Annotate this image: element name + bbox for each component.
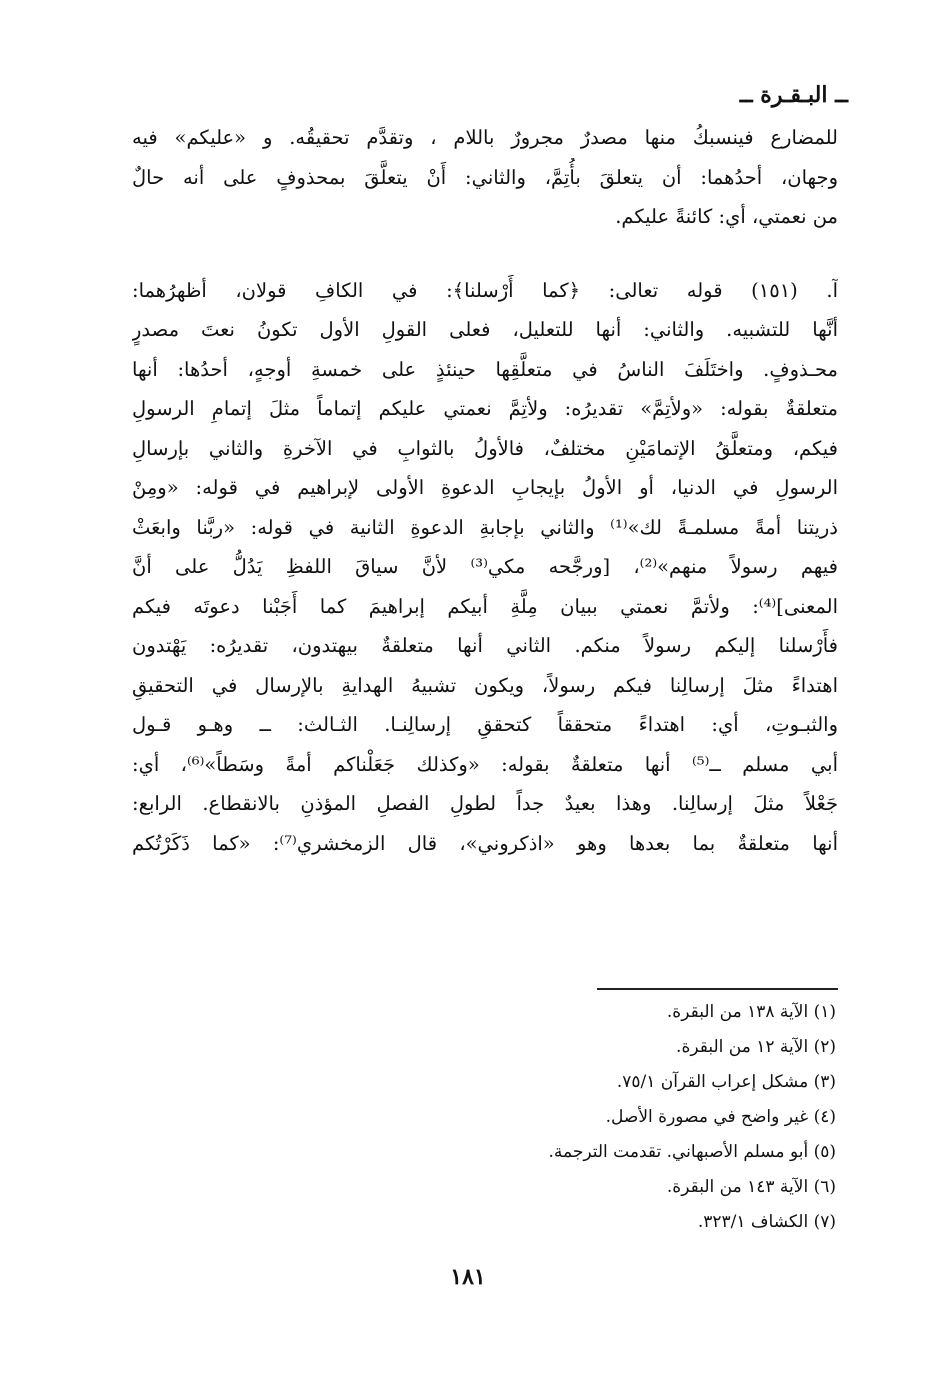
main-text: [132, 118, 838, 863]
text-line: متعلقةٌ بقوله: «ولأتِمَّ» تقديرُه: ولأتِمَّ نعمتي عليكم إتماماً مثلَ إتمامِ الرسولِ: [132, 397, 838, 420]
text-line: الرسولِ في الدنيا، أو الأولُ بإيجابِ الدعوةِ الأولى لإبراهيم في قوله: «ومِنْ: [132, 476, 838, 499]
footnote-item: (٦) الآية ١٤٣ من البقرة.: [666, 1177, 836, 1197]
text-line: أنها متعلقةٌ بما بعدها وهو «اذكروني»، قال الزمخشري⁽⁷⁾: «كما ذَكَرْتُكم: [132, 831, 838, 855]
page-number: ١٨١: [450, 1264, 486, 1290]
text-line: فيهم رسولاً منهم»⁽²⁾، [ورجَّحه مكي⁽³⁾ لأنَّ سياقَ اللفظِ يَدُلُّ على أنَّ: [132, 555, 838, 578]
footnote-divider: [597, 988, 838, 990]
text-line: وجهان، أحدُهما: أن يتعلقَ بأُتِمَّ، والثاني: أَنْ يتعلَّقَ بمحذوفٍ على أنه حالٌ: [132, 165, 838, 189]
text-line: فيكم، ومتعلَّقُ الإتمامَيْنِ مختلفٌ، فالأولُ بالثوابِ في الآخرةِ والثاني بإرسالِ: [132, 436, 838, 460]
footnote-item: (٣) مشكل إعراب القرآن ٧٥/١.: [616, 1072, 836, 1092]
text-line: أبي مسلم ــ⁽⁵⁾ أنها متعلقةٌ بقوله: «وكذلك جَعَلْناكم أمةً وسَطاً»⁽⁶⁾، أي:: [132, 752, 838, 776]
text-line: اهتداءً مثلَ إرسالِنا فيكم رسولاً، ويكون تشبيهُ الهدايةِ بالإرسال في التحقيقِ: [132, 673, 838, 697]
text-line: من نعمتي، أي: كائنةً عليكم.: [615, 205, 838, 228]
text-line: فأَرْسلنا إليكم رسولاً منكم. الثاني أنها متعلقةٌ بيهتدون، تقديرُه: يَهْتدون: [132, 634, 838, 657]
footnote-item: (٥) أبو مسلم الأصبهاني. تقدمت الترجمة.: [548, 1142, 836, 1162]
text-line: والثبـوتِ، أي: اهتداءً متحققاً كتحققِ إرسالِنـا. الثـالث: ــ وهـو قـول: [132, 713, 838, 736]
paragraph-gap: [132, 237, 838, 271]
text-line: المعنى]⁽⁴⁾: ولأتمَّ نعمتي ببيان مِلَّةِ أبيكم إبراهيمَ كما أَجَبْنا دعوتَه فيكم: [132, 594, 838, 618]
footnotes: [548, 995, 836, 1240]
text-line: ذريتنا أمةً مسلمـةً لك»⁽¹⁾ والثاني بإجابةِ الدعوةِ الثانية في قوله: «ربَّنا وابعَثْ: [132, 515, 838, 539]
text-line: آ. (١٥١) قوله تعالى: ﴿كما أَرْسلنا﴾: في الكافِ قولان، أظهرُهما:: [132, 278, 838, 302]
text-line: للمضارع فينسبكُ منها مصدرٌ مجرورٌ باللام ، وتقدَّم تحقيقُه. و «عليكم» فيه: [132, 126, 838, 149]
text-line: جَعْلاً مثلَ إرسالِنا. وهذا بعيدٌ جداً لطولِ الفصلِ المؤذنِ بالانقطاع. الرابع:: [132, 792, 838, 815]
footnote-item: (٤) غير واضح في مصورة الأصل.: [605, 1107, 836, 1127]
running-header: ــ البـقـرة ــ: [739, 82, 848, 108]
footnote-item: (١) الآية ١٣٨ من البقرة.: [666, 1002, 836, 1022]
footnote-item: (٢) الآية ١٢ من البقرة.: [676, 1037, 836, 1057]
text-line: أنَّها للتشبيه. والثاني: أنها للتعليل، فعلى القولِ الأول تكونُ نعتَ مصدرٍ: [132, 318, 838, 341]
text-line: محـذوفٍ. واختَلَفَ الناسُ في متعلَّقِها حينئذٍ على خمسةِ أوجهٍ، أحدُها: أنها: [132, 357, 838, 381]
footnote-item: (٧) الكشاف ٣٢٣/١.: [697, 1212, 836, 1232]
